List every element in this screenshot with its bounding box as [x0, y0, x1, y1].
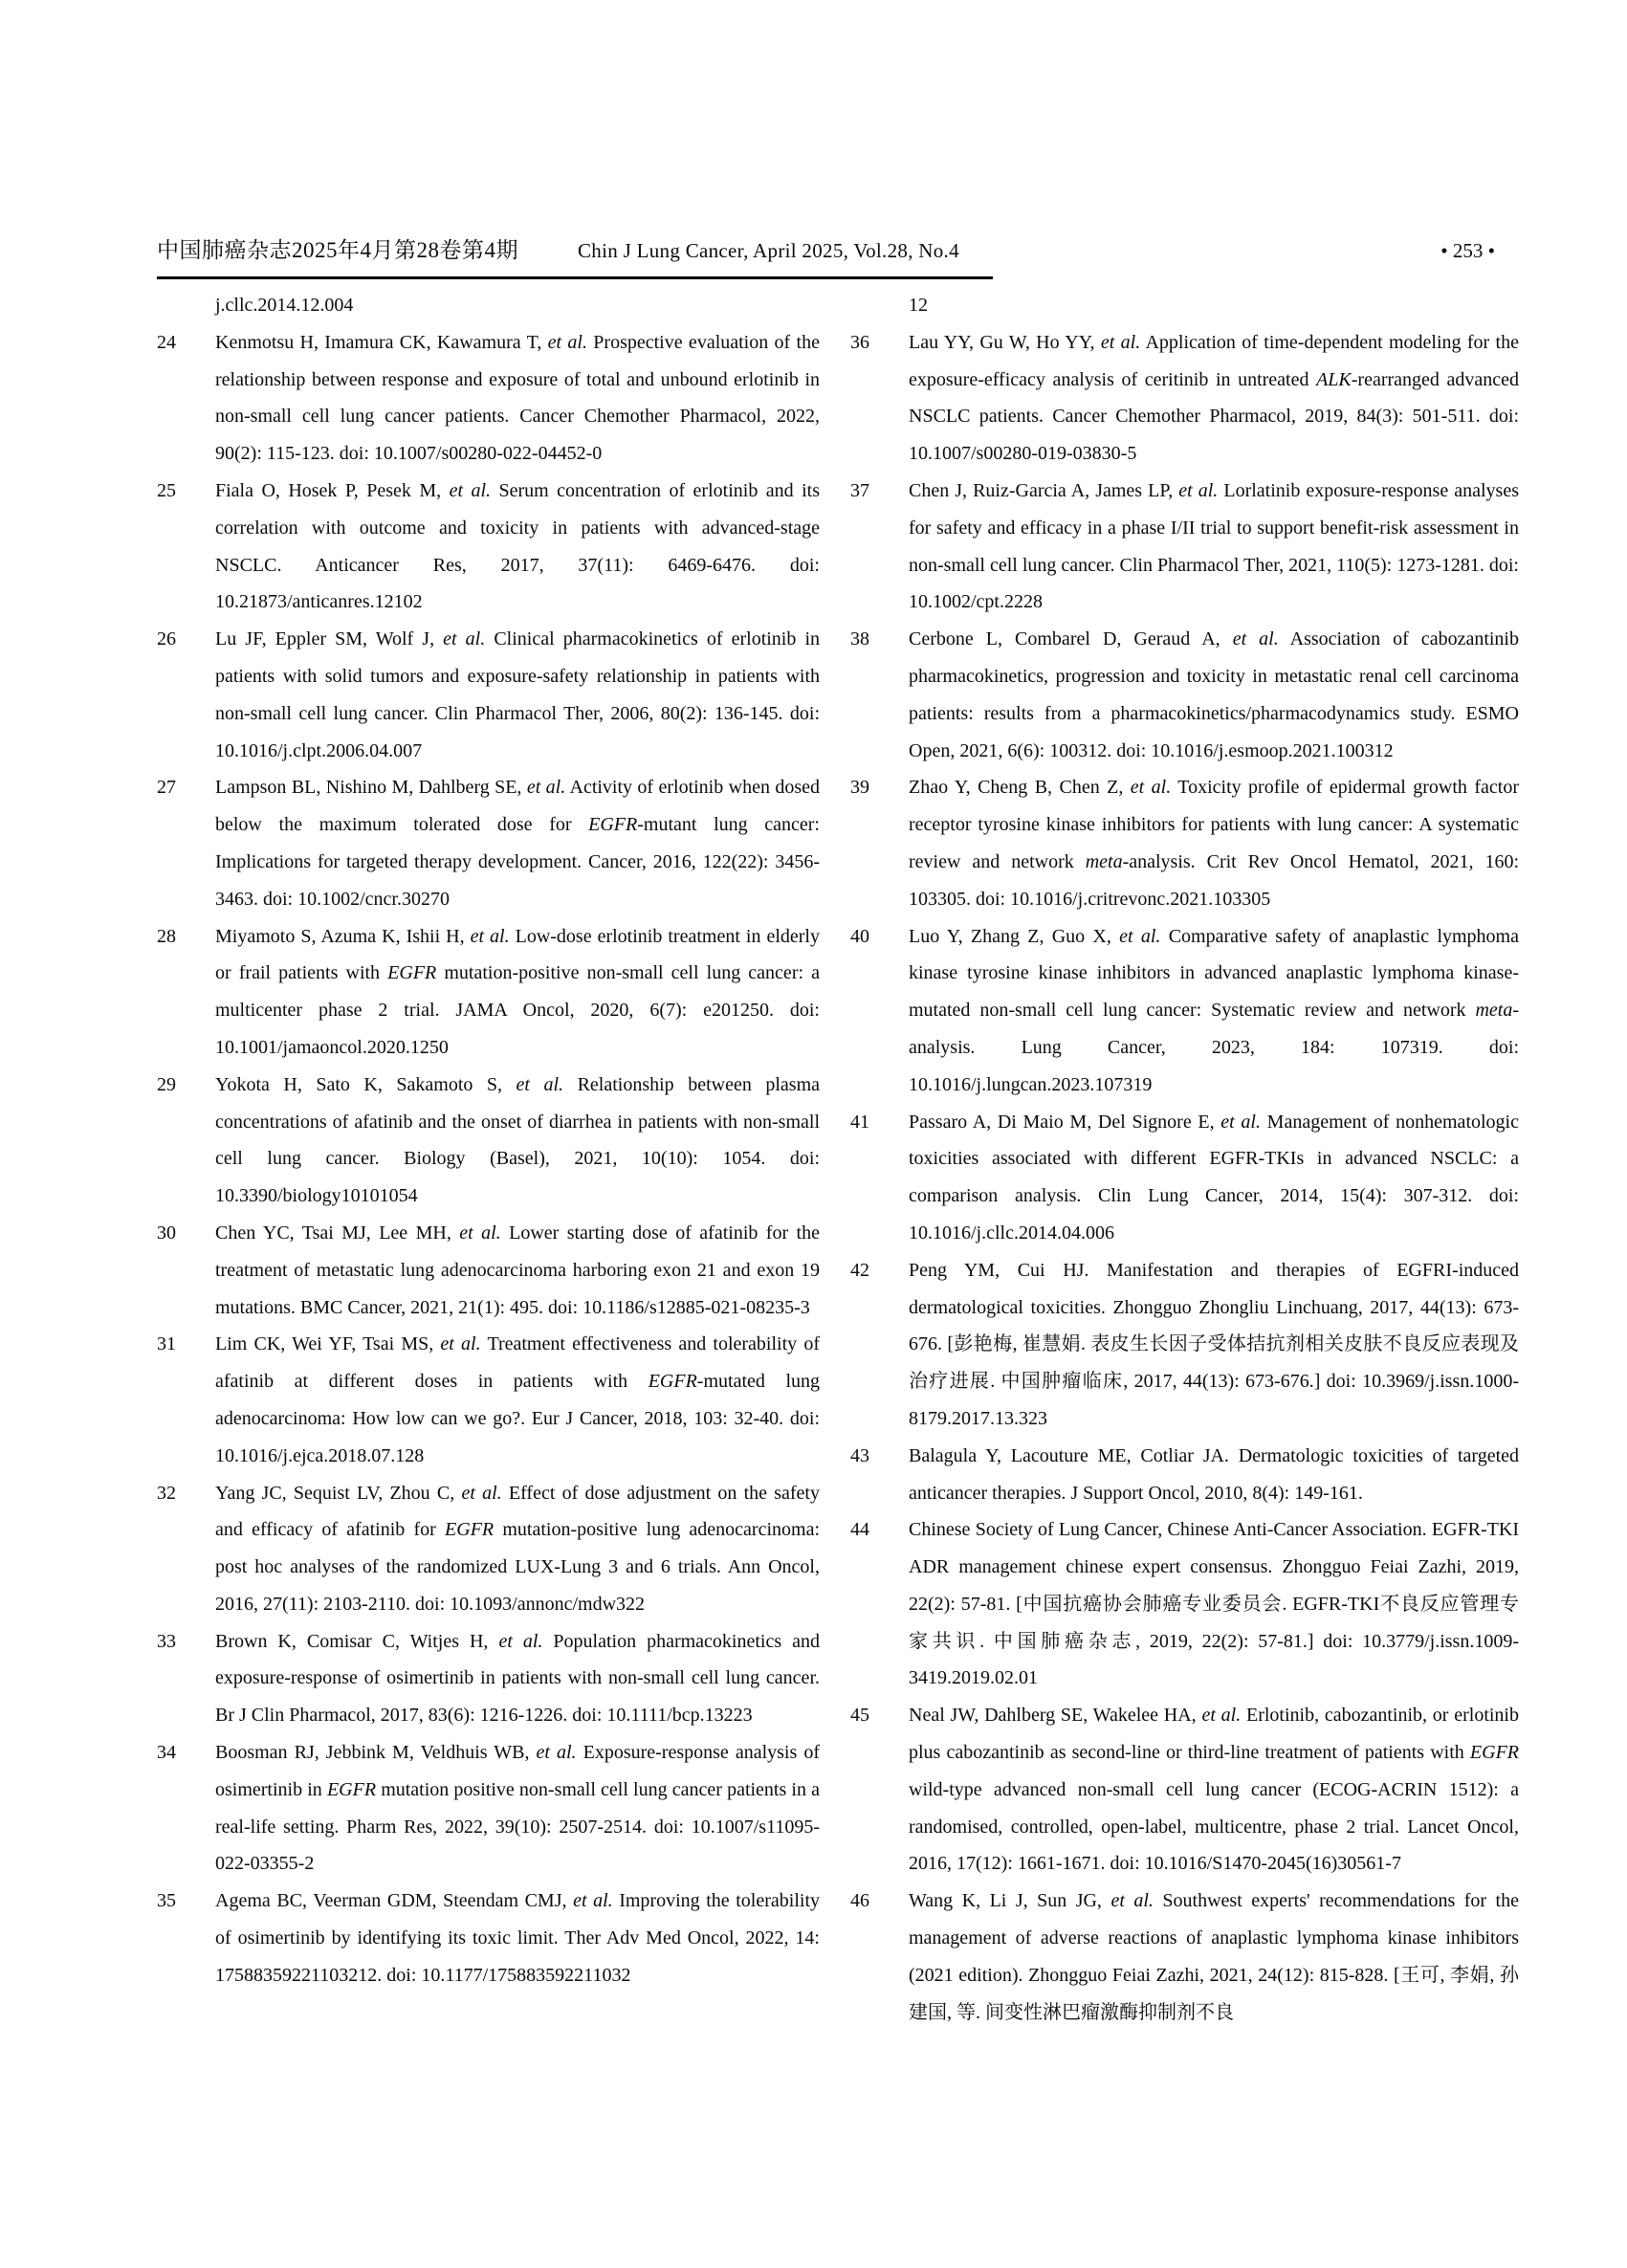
page-number: • 253 •: [1440, 239, 1495, 262]
reference-number: 29: [157, 1073, 176, 1095]
reference-item: [850, 1697, 1519, 1883]
page-header: [157, 232, 1495, 264]
reference-item: [157, 287, 820, 324]
reference-text: Wang K, Li J, Sun JG, et al. Southwest experts' recommendations for the management of adverse reactions of anaplastic lymphoma kinase inhibitors (2021 edition). Zhongguo Feiai Zazhi, 2021, 24(12): 815-828. [王可, 李娟, 孙建国, 等. 间变性淋巴瘤激酶抑制剂不良: [909, 1890, 1519, 2023]
reference-item: [157, 1326, 820, 1474]
reference-number: [157, 287, 215, 324]
reference-text: Agema BC, Veerman GDM, Steendam CMJ, et al. Improving the tolerability of osimertinib by identifying its toxic limit. Ther Adv Med Oncol, 2022, 14: 17588359221103212. doi: 10.1177/175883592211032: [215, 1890, 820, 1986]
reference-number: 42: [850, 1259, 869, 1281]
reference-item: [850, 287, 1519, 324]
reference-text: Balagula Y, Lacouture ME, Cotliar JA. Dermatologic toxicities of targeted anticancer therapies. J Support Oncol, 2010, 8(4): 149-161.: [909, 1444, 1519, 1504]
reference-text: Kenmotsu H, Imamura CK, Kawamura T, et al. Prospective evaluation of the relationship between response and exposure of total and unbound erlotinib in non-small cell lung cancer patients. Cancer Chemother Pharmacol, 2022, 90(2): 115-123. doi: 10.1007/s00280-022-04452-0: [215, 331, 820, 465]
reference-text: Brown K, Comisar C, Witjes H, et al. Population pharmacokinetics and exposure-response of osimertinib in patients with non-small cell lung cancer. Br J Clin Pharmacol, 2017, 83(6): 1216-1226. doi: 10.1111/bcp.13223: [215, 1630, 820, 1727]
reference-number: 31: [157, 1333, 176, 1355]
reference-text: Neal JW, Dahlberg SE, Wakelee HA, et al. Erlotinib, cabozantinib, or erlotinib plus cabozantinib as second-line or third-line treatment of patients with EGFR wild-type advanced non-small cell lung cancer (ECOG-ACRIN 1512): a randomised, controlled, open-label, multicentre, phase 2 trial. Lancet Oncol, 2016, 17(12): 1661-1671. doi: 10.1016/S1470-2045(16)30561-7: [909, 1705, 1519, 1875]
reference-text: Lu JF, Eppler SM, Wolf J, et al. Clinical pharmacokinetics of erlotinib in patients with solid tumors and exposure-safety relationship in patients with non-small cell lung cancer. Clin Pharmacol Ther, 2006, 80(2): 136-145. doi: 10.1016/j.clpt.2006.04.007: [215, 628, 820, 761]
reference-number: 37: [850, 479, 869, 501]
reference-text: Chen YC, Tsai MJ, Lee MH, et al. Lower starting dose of afatinib for the treatment of metastatic lung adenocarcinoma harboring exon 21 and exon 19 mutations. BMC Cancer, 2021, 21(1): 495. doi: 10.1186/s12885-021-08235-3: [215, 1222, 820, 1318]
reference-number: 44: [850, 1519, 869, 1541]
reference-text: j.cllc.2014.12.004: [215, 295, 354, 316]
reference-text: Boosman RJ, Jebbink M, Veldhuis WB, et al. Exposure-response analysis of osimertinib in EGFR mutation positive non-small cell lung cancer patients in a real-life setting. Pharm Res, 2022, 39(10): 2507-2514. doi: 10.1007/s11095-022-03355-2: [215, 1742, 820, 1875]
reference-item: [850, 621, 1519, 769]
reference-number: 30: [157, 1222, 176, 1244]
reference-text: Miyamoto S, Azuma K, Ishii H, et al. Low-dose erlotinib treatment in elderly or frail patients with EGFR mutation-positive non-small cell lung cancer: a multicenter phase 2 trial. JAMA Oncol, 2020, 6(7): e201250. doi: 10.1001/jamaoncol.2020.1250: [215, 925, 821, 1058]
reference-number: 32: [157, 1482, 176, 1504]
reference-item: [157, 473, 820, 621]
reference-number: 28: [157, 925, 176, 947]
reference-text: Zhao Y, Cheng B, Chen Z, et al. Toxicity profile of epidermal growth factor receptor tyrosine kinase inhibitors for patients with lung cancer: A systematic review and network meta-analysis. Crit Rev Oncol Hematol, 2021, 160: 103305. doi: 10.1016/j.critrevonc.2021.103305: [909, 777, 1520, 910]
reference-number: 38: [850, 628, 869, 650]
reference-text: Yokota H, Sato K, Sakamoto S, et al. Relationship between plasma concentrations of afatinib and the onset of diarrhea in patients with non-small cell lung cancer. Biology (Basel), 2021, 10(10): 1054. doi: 10.3390/biology10101054: [215, 1073, 820, 1207]
reference-text: Yang JC, Sequist LV, Zhou C, et al. Effect of dose adjustment on the safety and efficacy of afatinib for EGFR mutation-positive lung adenocarcinoma: post hoc analyses of the randomized LUX-Lung 3 and 6 trials. Ann Oncol, 2016, 27(11): 2103-2110. doi: 10.1093/annonc/mdw322: [215, 1482, 820, 1615]
reference-number: 33: [157, 1630, 176, 1652]
reference-number: 40: [850, 925, 869, 947]
reference-number: 41: [850, 1111, 869, 1133]
reference-item: [157, 324, 820, 473]
reference-number: 46: [850, 1890, 869, 1912]
reference-text: Lampson BL, Nishino M, Dahlberg SE, et al. Activity of erlotinib when dosed below the maximum tolerated dose for EGFR-mutant lung cancer: Implications for targeted therapy development. Cancer, 2016, 122(22): 3456-3463. doi: 10.1002/cncr.30270: [215, 777, 820, 910]
reference-item: [157, 769, 820, 917]
reference-text: Lim CK, Wei YF, Tsai MS, et al. Treatment effectiveness and tolerability of afatinib at different doses in patients with EGFR-mutated lung adenocarcinoma: How low can we go?. Eur J Cancer, 2018, 103: 32-40. doi: 10.1016/j.ejca.2018.07.128: [215, 1333, 820, 1466]
reference-number: 26: [157, 628, 176, 650]
reference-text: Lau YY, Gu W, Ho YY, et al. Application of time-dependent modeling for the exposure-efficacy analysis of ceritinib in untreated ALK-rearranged advanced NSCLC patients. Cancer Chemother Pharmacol, 2019, 84(3): 501-511. doi: 10.1007/s00280-019-03830-5: [909, 331, 1520, 465]
reference-item: [850, 1511, 1519, 1697]
journal-title-chinese: 中国肺癌杂志2025年4月第28卷第4期: [157, 238, 518, 262]
reference-item: [157, 1883, 820, 1993]
reference-item: [157, 1215, 820, 1326]
reference-number: 36: [850, 331, 869, 353]
reference-text: Cerbone L, Combarel D, Geraud A, et al. Association of cabozantinib pharmacokinetics, progression and toxicity in metastatic renal cell carcinoma patients: results from a pharmacokinetics/pharmacodynamics study. ESMO Open, 2021, 6(6): 100312. doi: 10.1016/j.esmoop.2021.100312: [909, 628, 1519, 761]
reference-item: [157, 1623, 820, 1734]
reference-number: 39: [850, 777, 869, 799]
reference-number: 27: [157, 777, 176, 799]
reference-text: Passaro A, Di Maio M, Del Signore E, et al. Management of nonhematologic toxicities associated with different EGFR-TKIs in advanced NSCLC: a comparison analysis. Clin Lung Cancer, 2014, 15(4): 307-312. doi: 10.1016/j.cllc.2014.04.006: [909, 1111, 1519, 1244]
header-rule: [157, 276, 993, 279]
references-columns: [157, 287, 1519, 2031]
reference-number: [850, 287, 909, 324]
reference-number: 43: [850, 1444, 869, 1466]
reference-item: [850, 769, 1519, 917]
journal-title-english: Chin J Lung Cancer, April 2025, Vol.28, No.4: [578, 239, 959, 262]
reference-item: [850, 918, 1519, 1104]
reference-item: [850, 1883, 1519, 2031]
reference-number: 45: [850, 1705, 869, 1727]
reference-text: 12: [909, 295, 928, 316]
reference-text: Chen J, Ruiz-Garcia A, James LP, et al. Lorlatinib exposure-response analyses for safety and efficacy in a phase I/II trial to support benefit-risk assessment in non-small cell lung cancer. Clin Pharmacol Ther, 2021, 110(5): 1273-1281. doi: 10.1002/cpt.2228: [909, 479, 1519, 613]
reference-item: [157, 621, 820, 769]
reference-item: [157, 1475, 820, 1623]
reference-item: [157, 1067, 820, 1215]
reference-item: [850, 1104, 1519, 1252]
reference-text: Luo Y, Zhang Z, Guo X, et al. Comparative safety of anaplastic lymphoma kinase tyrosine kinase inhibitors in advanced anaplastic lymphoma kinase-mutated non-small cell lung cancer: Systematic review and network meta-analysis. Lung Cancer, 2023, 184: 107319. doi: 10.1016/j.lungcan.2023.107319: [909, 925, 1519, 1095]
reference-item: [157, 1734, 820, 1883]
reference-number: 34: [157, 1742, 176, 1764]
reference-text: Chinese Society of Lung Cancer, Chinese Anti-Cancer Association. EGFR-TKI ADR management chinese expert consensus. Zhongguo Feiai Zazhi, 2019, 22(2): 57-81. [中国抗癌协会肺癌专业委员会. EGFR-TKI不良反应管理专家共识. 中国肺癌杂志, 2019, 22(2): 57-81.] doi: 10.3779/j.issn.1009-3419.2019.02.01: [909, 1519, 1519, 1689]
references-column-left: [157, 287, 820, 2031]
reference-item: [850, 324, 1519, 473]
reference-number: 24: [157, 331, 176, 353]
reference-item: [850, 473, 1519, 621]
reference-item: [850, 1438, 1519, 1512]
references-column-right: [850, 287, 1519, 2031]
reference-text: Fiala O, Hosek P, Pesek M, et al. Serum concentration of erlotinib and its correlation with outcome and toxicity in patients with advanced-stage NSCLC. Anticancer Res, 2017, 37(11): 6469-6476. doi: 10.21873/anticanres.12102: [215, 479, 820, 613]
reference-number: 35: [157, 1890, 176, 1912]
reference-item: [157, 918, 820, 1067]
reference-number: 25: [157, 479, 176, 501]
reference-item: [850, 1252, 1519, 1438]
reference-text: Peng YM, Cui HJ. Manifestation and therapies of EGFRI-induced dermatological toxicities. Zhongguo Zhongliu Linchuang, 2017, 44(13): 673-676. [彭艳梅, 崔慧娟. 表皮生长因子受体拮抗剂相关皮肤不良反应表现及治疗进展. 中国肿瘤临床, 2017, 44(13): 673-676.] doi: 10.3969/j.issn.1000-8179.2017.13.323: [909, 1259, 1519, 1429]
